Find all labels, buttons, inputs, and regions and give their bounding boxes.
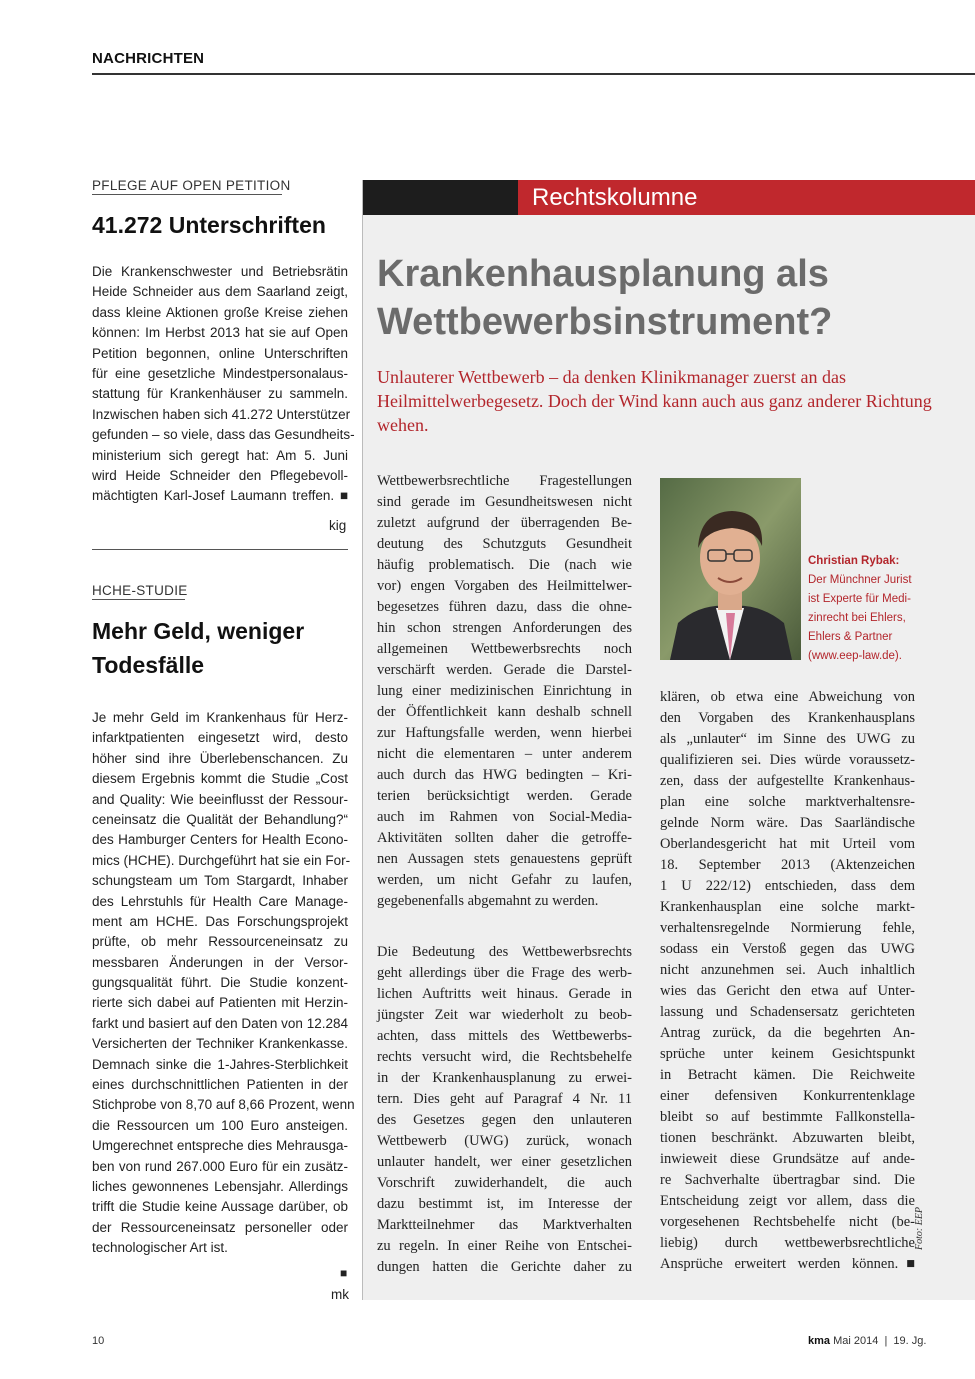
text-line: prüfte, ob mehr Ressourceneinsatz zu: [92, 934, 348, 950]
story1-signature: kig: [329, 518, 347, 533]
text-line: mächtigten Karl-Josef Laumann treffen. ■: [92, 488, 348, 504]
text-line: nicht die elementaren – unter anderem: [377, 746, 632, 762]
story2-body: [92, 708, 355, 1259]
author-photo: [660, 478, 801, 660]
text-line: terien berücksichtigt werden. Gerade: [377, 788, 632, 804]
text-line: and Quality: Wie beeinflusst der Ressour-: [92, 791, 348, 807]
text-line: einer defensiven Konkurrentenklage: [660, 1088, 915, 1104]
text-line: sind gerade im Gesundheitswesen nicht: [377, 494, 632, 510]
text-line: unlauter handelt, wer einer gesetzlichen: [377, 1154, 632, 1170]
text-line: in der Krankenhausplanung zu erwei-: [377, 1070, 632, 1086]
footer-issue-info: [808, 1335, 926, 1347]
story2-title-line2: Todesfälle: [92, 652, 205, 678]
text-line: lung einer medizinischen Einrichtung in: [377, 683, 632, 699]
text-line: häufig problematisch. Die (nach wie: [377, 557, 632, 573]
text-line: der Öffentlichkeit kann deshalb schnell: [377, 704, 632, 720]
text-line: tionen beschränkt. Abzuwarten bleibt,: [660, 1130, 915, 1146]
text-line: zur Haftungsfalle werden, wenn hierbei: [377, 725, 632, 741]
text-line: für eine gesetzliche Mindestpersonalaus-: [92, 365, 348, 381]
text-line: in Betracht kämen. Die Reichweite: [660, 1067, 915, 1083]
text-line: des Gesetzes gegen den unlauteren: [377, 1112, 632, 1128]
text-line: lassung und Schadensersatz gerichteten: [660, 1004, 915, 1020]
caption-line: (www.eep-law.de).: [808, 650, 902, 662]
text-line: vorgesehenen Rechtsbehelfe nicht (be-: [660, 1214, 915, 1230]
text-line: eines durchschnittlichen Patienten in der: [92, 1077, 348, 1093]
text-line: Petition begonnen, online Unterschriften: [92, 345, 348, 361]
text-line: des Lehrstuhls für Health Care Manage-: [92, 893, 348, 909]
story1-kicker-underline: [92, 194, 282, 195]
main-headline: [377, 250, 957, 346]
text-line: technologischer Art ist.: [92, 1240, 228, 1256]
text-line: gefunden – so viele, dass das Gesundheits-: [92, 427, 355, 443]
text-line: gungsqualität führt. Die Studie konzent-: [92, 975, 348, 991]
text-line: begesetzes führen dazu, dass die ohne-: [377, 599, 632, 615]
header-rule: [92, 73, 975, 75]
text-line: bleibt so auf bestimmte Fallkonstella-: [660, 1109, 915, 1125]
standfirst: Unlauterer Wettbewerb – da denken Klinikmanager zuerst an das Heilmittelwerbegesetz. Doch der Wind kann auch aus ganz anderer Richtung wehen.: [377, 367, 932, 435]
text-line: Marktteilnehmer das Marktverhalten: [377, 1217, 632, 1233]
text-line: zuletzt aufgrund der überragenden Be-: [377, 515, 632, 531]
text-line: Krankenhausplan eine solche markt-: [660, 899, 915, 915]
text-line: jüngster Zeit war wiederholt zu beob-: [377, 1007, 632, 1023]
text-line: geht allerdings über die Frage des werb-: [377, 965, 632, 981]
text-line: Aktivitäten sollten daher die getroffe-: [377, 830, 632, 846]
photo-credit: Foto: EEP: [914, 1206, 925, 1250]
text-line: Die Krankenschwester und Betriebsrätin: [92, 264, 348, 279]
text-line: Demnach sinke die 1-Jahres-Sterblichkeit: [92, 1056, 348, 1072]
text-line: Inzwischen haben sich 41.272 Unterstützer: [92, 406, 351, 422]
story2-end-mark: ■: [340, 1266, 348, 1280]
photo-caption: [808, 552, 928, 666]
story2-kicker-underline: [92, 599, 185, 600]
text-line: liebig) durch wettbewerbsrechtliche: [660, 1235, 915, 1251]
text-line: dass kleine Aktionen große Kreise ziehen: [92, 304, 348, 320]
text-line: hin schon strengen Anforderungen des: [377, 620, 632, 636]
text-line: Ansprüche erweitert werden können.■: [660, 1256, 915, 1272]
text-line: ceneinsatz die Qualität der Behandlung?“: [92, 811, 348, 827]
text-line: zen, dass der aufgestellte Krankenhaus-: [660, 773, 915, 789]
column-divider: [362, 180, 363, 1300]
text-line: ment am HCHE. Das Forschungsprojekt: [92, 913, 348, 929]
caption-name: Christian Rybak:: [808, 555, 900, 567]
text-line: rierte sich dabei auf Patienten mit Herzin-: [92, 995, 348, 1011]
page-number: 10: [92, 1335, 105, 1347]
text-line: rechts versucht wird, die Rechtsbehelfe: [377, 1049, 632, 1065]
text-line: achten, dass mittels des Wettbewerbs-: [377, 1028, 632, 1044]
text-line: als „unlauter“ im Sinne des UWG zu: [660, 731, 915, 747]
text-line: der Ressourceneinsatz personeller oder: [92, 1219, 348, 1235]
caption-line: zinrecht bei Ehlers,: [808, 612, 906, 624]
text-line: dungen hatten die Gerichte daher zu: [377, 1259, 632, 1275]
text-line: verschärft werden. Gerade die Darstel-: [377, 662, 632, 678]
text-line: höher sind ihre Überlebenschancen. Zu: [92, 750, 348, 766]
footer-issue: Mai 2014 | 19. Jg.: [833, 1335, 927, 1347]
text-line: lichen Auftritts weit hinaus. Gerade in: [377, 986, 632, 1002]
text-line: deutung des Schutzguts Gesundheit: [377, 536, 632, 552]
author-portrait-illustration: [660, 478, 801, 660]
text-line: re Sachverhalte übertragbar sind. Die: [660, 1172, 915, 1188]
text-line: wies das Gericht den etwa auf Unter-: [660, 983, 915, 999]
text-line: zu regeln. In einer Reihe von Entschei-: [377, 1238, 632, 1254]
story-divider: [92, 549, 348, 550]
text-line: sodass ein Verstoß gegen das UWG: [660, 941, 915, 957]
headline-line1: Krankenhausplanung als: [377, 253, 829, 295]
text-line: die Ressourcen um 100 Euro ansteigen.: [92, 1117, 348, 1133]
caption-text: [808, 571, 928, 666]
text-line: ben von rund 267.000 Euro für ein zusätz-: [92, 1158, 348, 1174]
text-line: tern. Dies geht auf Paragraf 4 Nr. 11: [377, 1091, 632, 1107]
text-line: Stichprobe von 8,70 auf 8,66 Prozent, wenn: [92, 1097, 355, 1113]
text-line: gegebenenfalls abgemahnt zu werden.: [377, 893, 599, 909]
text-line: ministerium sich geregt hat: Am 5. Juni: [92, 447, 348, 463]
text-line: auch durch das HWG bedingten – Kri-: [377, 767, 632, 783]
footer-brand: kma: [808, 1335, 831, 1347]
caption-line: ist Experte für Medi-: [808, 593, 911, 605]
text-line: messbaren Änderungen in der Versor-: [92, 954, 348, 970]
text-line: Wettbewerbsrechtliche Fragestellungen: [377, 473, 632, 489]
text-line: können: Im Herbst 2013 hat sie auf Open: [92, 325, 348, 341]
story1-body: [92, 262, 355, 507]
text-line: gelnde Norm wäre. Das Saarländische: [660, 815, 915, 831]
text-line: Entscheidung zeigt vor allem, dass die: [660, 1193, 915, 1209]
text-line: nen Aussagen stets genauestens geprüft: [377, 851, 632, 867]
story1-kicker: PFLEGE AUF OPEN PETITION: [92, 178, 291, 193]
section-label: NACHRICHTEN: [92, 50, 205, 67]
text-line: farkt und basiert auf den Daten von 12.284: [92, 1015, 348, 1031]
text-line: Vorschrift zuwiderhandelt, die auch: [377, 1175, 632, 1191]
story2-signature: mk: [331, 1287, 349, 1302]
text-line: klären, ob etwa eine Abweichung von: [660, 689, 915, 705]
text-line: Versicherten der Techniker Krankenkasse.: [92, 1036, 348, 1052]
text-line: Antrag zurück, da die begehrten An-: [660, 1025, 915, 1041]
text-line: schungsteam um Tom Stargardt, Inhaber: [92, 873, 348, 889]
text-line: auch im Rahmen von Social-Media-: [377, 809, 632, 825]
text-line: allgemeinen Wettbewerbsrechts noch: [377, 641, 632, 657]
text-line: 18. September 2013 (Aktenzeichen: [660, 857, 915, 873]
text-line: Je mehr Geld im Krankenhaus für Herz-: [92, 710, 348, 725]
text-line: Oberlandesgericht hat mit Urteil vom: [660, 836, 915, 852]
text-line: sprüche unter keinem Gesichtspunkt: [660, 1046, 915, 1062]
text-line: Wettbewerb (UWG) zurück, wonach: [377, 1133, 632, 1149]
text-line: stattung für Krankenhäuser zu sammeln.: [92, 386, 348, 402]
text-line: werden, um nicht Gefahr zu laufen,: [377, 872, 632, 888]
text-line: dazu bestimmt ist, im Interesse der: [377, 1196, 632, 1212]
text-line: diesem Ergebnis kommt die Studie „Cost: [92, 771, 348, 787]
text-line: inwieweit diese Grundsätze auf ande-: [660, 1151, 915, 1167]
text-line: trifft die Studie keine Aussage darüber, ob: [92, 1199, 348, 1215]
text-line: den Vorgaben des Krankenhausplans: [660, 710, 915, 726]
article-col1-para1: [377, 471, 632, 912]
story1-title: 41.272 Unterschriften: [92, 212, 326, 238]
text-line: vor) engen Vorgaben des Heilmittelwer-: [377, 578, 632, 594]
text-line: Heide Schneider aus dem Saarland zeigt,: [92, 284, 348, 300]
text-line: plan eine solche marktverhaltensre-: [660, 794, 915, 810]
text-line: liches gewonnenes Lebensjahr. Allerdings: [92, 1178, 348, 1194]
caption-line: Der Münchner Jurist: [808, 574, 912, 586]
text-line: Die Bedeutung des Wettbewerbsrechts: [377, 944, 632, 960]
story2-kicker: HCHE-STUDIE: [92, 583, 188, 598]
text-line: infarktpatienten eingesetzt wird, desto: [92, 730, 348, 746]
headline-line2: Wettbewerbsinstrument?: [377, 301, 833, 343]
text-line: verhaltensregelnde Normierung fehle,: [660, 920, 915, 936]
text-line: Umgerechnet entspreche dies Mehrausga-: [92, 1138, 348, 1154]
article-col2: [660, 687, 915, 1275]
article-col1-para2: [377, 942, 632, 1278]
text-line: wird Heide Schneider den Pflegebevoll-: [92, 467, 348, 483]
text-line: des Hamburger Centers for Health Econo-: [92, 832, 348, 848]
rubric-label: Rechtskolumne: [532, 184, 698, 211]
rubric-bar-dark: [363, 180, 518, 215]
story2-title-line1: Mehr Geld, weniger: [92, 618, 305, 644]
caption-line: Ehlers & Partner: [808, 631, 893, 643]
text-line: 1 U 222/12) entschieden, dass dem: [660, 878, 915, 894]
text-line: mics (HCHE). Durchgeführt hat sie ein For-: [92, 852, 351, 868]
text-line: qualifizieren sei. Dies würde voraussetz-: [660, 752, 915, 768]
text-line: nicht anzunehmen sei. Auch inhaltlich: [660, 962, 915, 978]
